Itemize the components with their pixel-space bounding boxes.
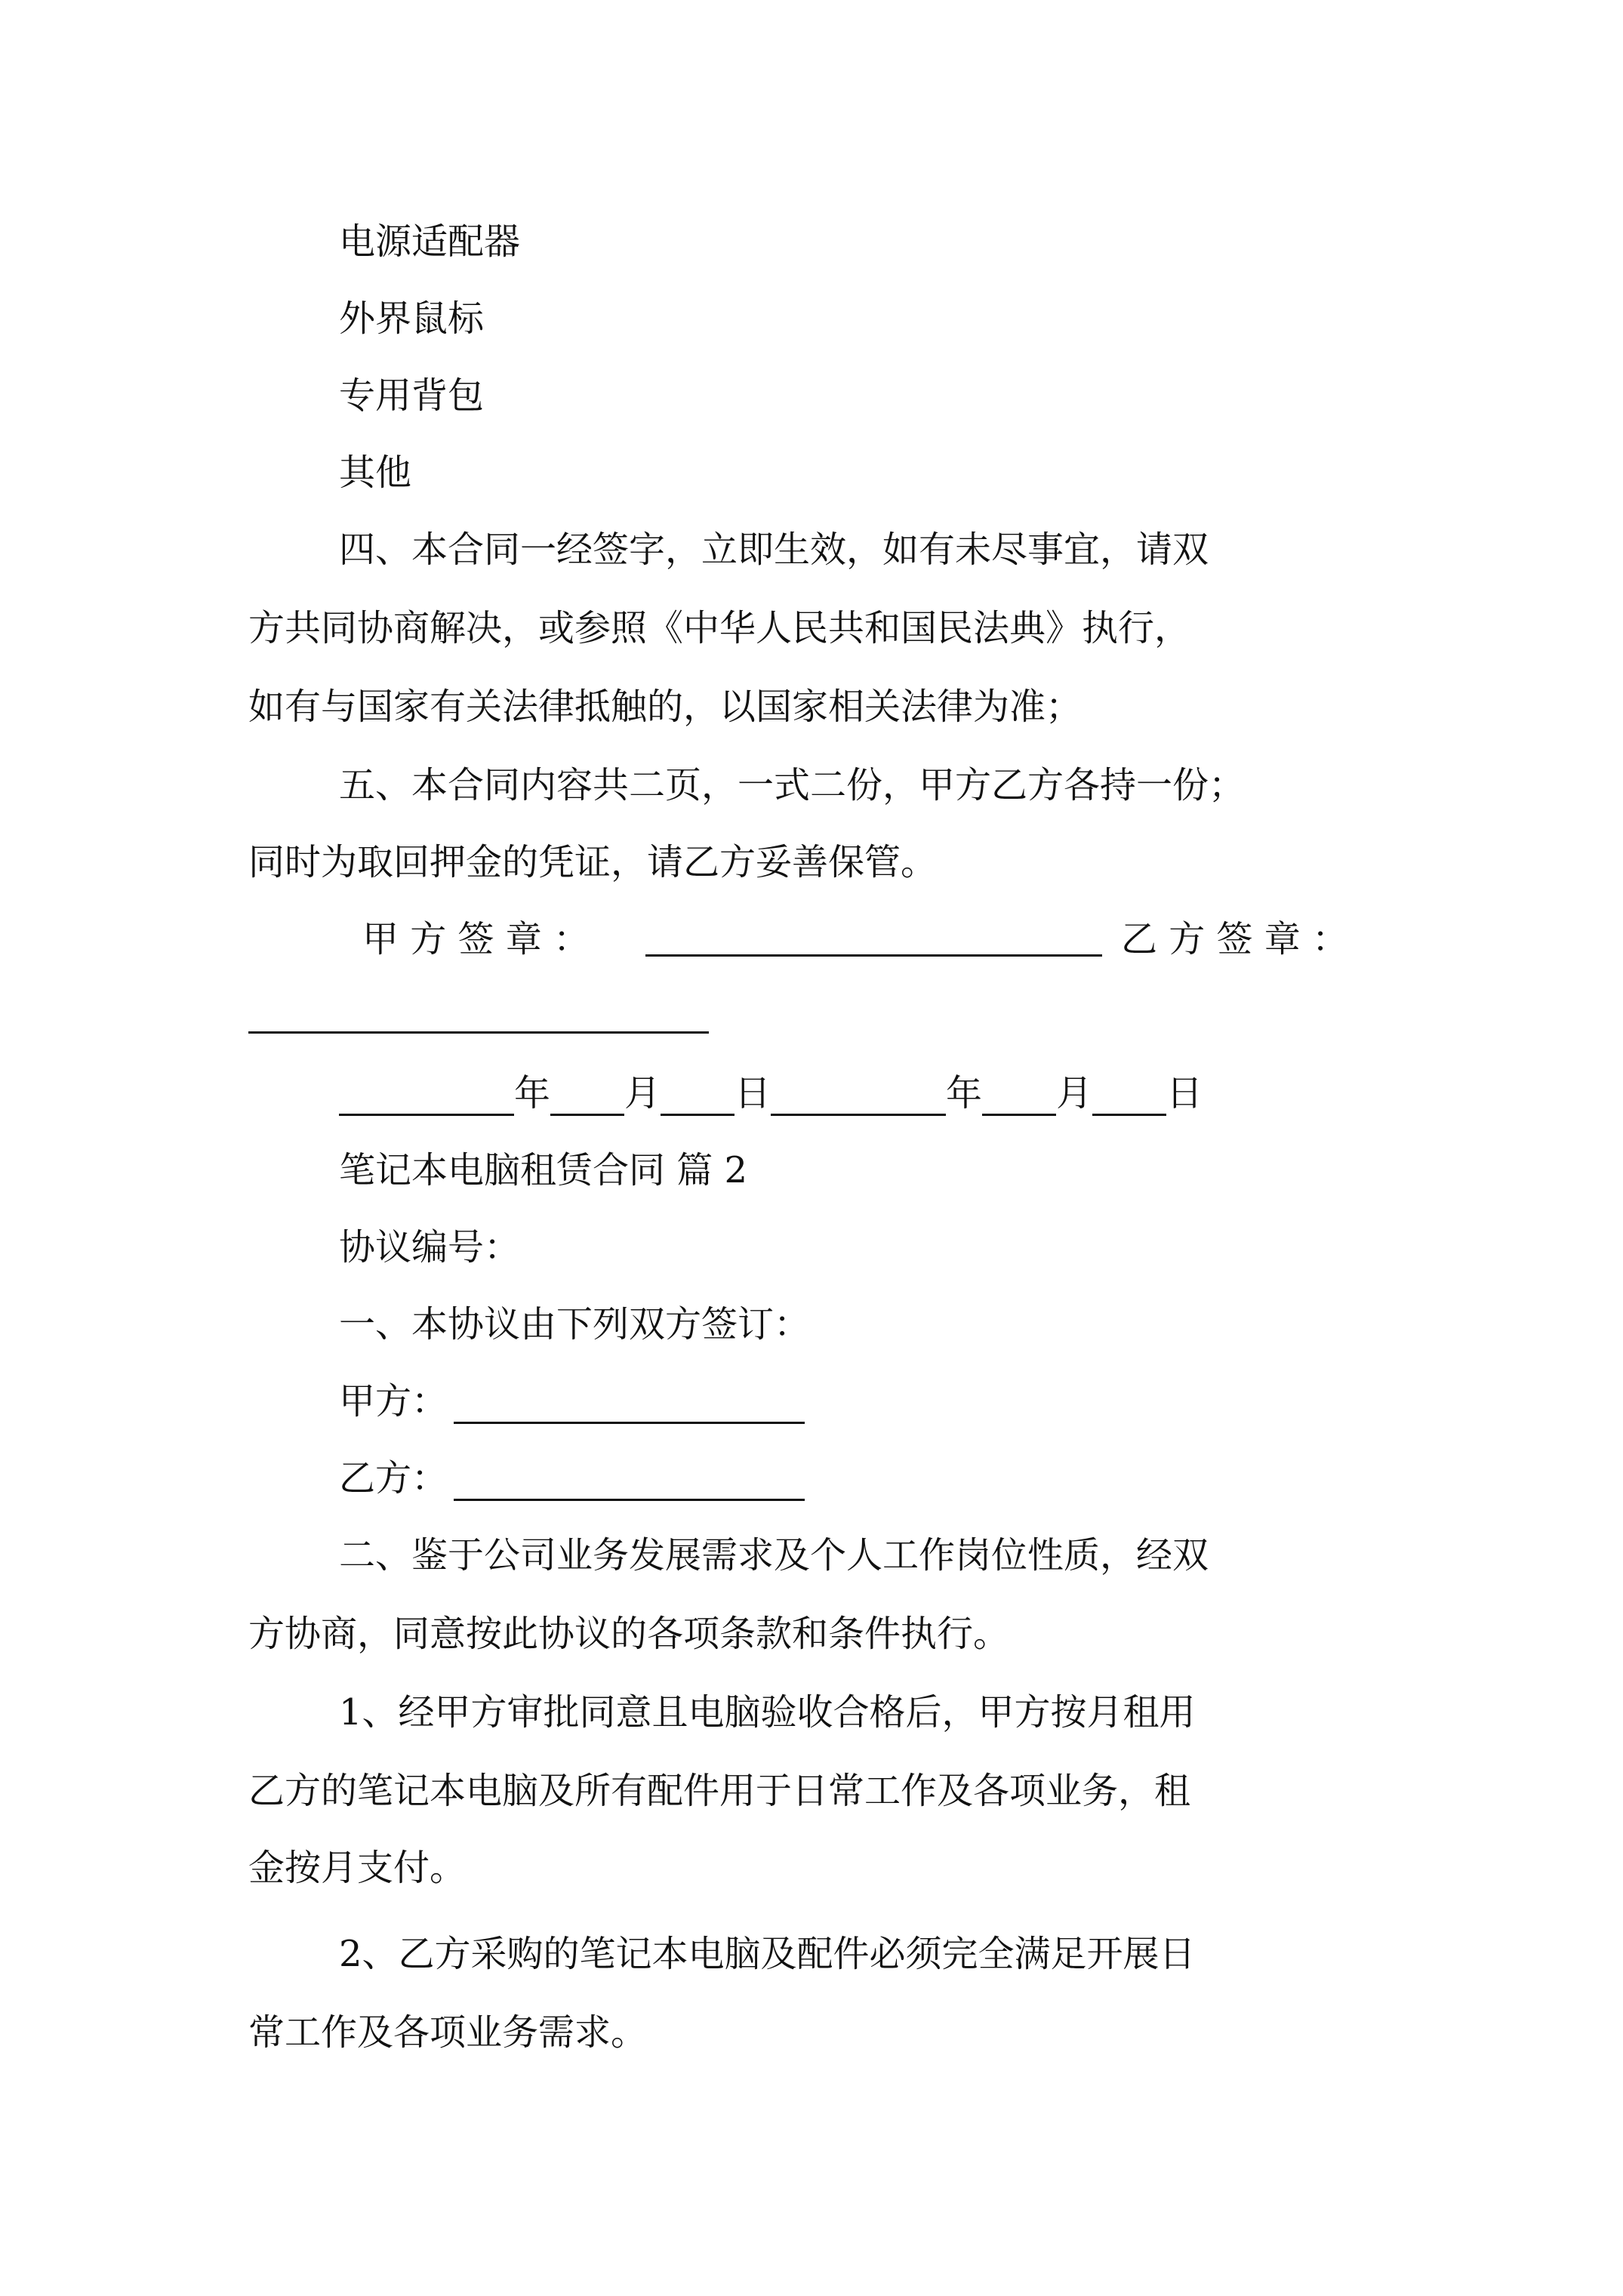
date-line [339, 1071, 1203, 1116]
clause-1: 一、本协议由下列双方签订： [339, 1303, 811, 1345]
clause-4-line: 如有与国家有关法律抵触的，以国家相关法律为准； [248, 686, 1083, 728]
year-label: 年 [946, 1072, 983, 1114]
item-2-line: 常工作及各项业务需求。 [248, 2011, 648, 2054]
month-label: 月 [624, 1072, 661, 1114]
day-label: 日 [735, 1072, 771, 1114]
item-2-line: 2、乙方采购的笔记本电脑及配件必须完全满足开展日 [339, 1933, 1196, 1975]
month-label: 月 [1056, 1072, 1093, 1114]
blank-line [550, 1079, 624, 1116]
accessory-item: 外界鼠标 [339, 297, 485, 340]
party-a-field [339, 1379, 805, 1424]
blank-line [771, 1079, 946, 1116]
clause-5-line: 五、本合同内容共二页，一式二份，甲方乙方各持一份； [339, 764, 1246, 806]
party-a-signature-label: 甲 方 签 章 ： [362, 918, 590, 960]
clause-4-line: 四、本合同一经签字，立即生效，如有未尽事宜，请双 [339, 529, 1209, 571]
clause-2-line: 方协商，同意按此协议的各项条款和条件执行。 [248, 1613, 1010, 1655]
accessory-item: 专用背包 [339, 374, 485, 417]
party-a-blank [454, 1387, 805, 1424]
party-a-label: 甲方： [339, 1380, 448, 1422]
party-b-field [339, 1456, 805, 1501]
clause-2-line: 二、鉴于公司业务发展需求及个人工作岗位性质，经双 [339, 1534, 1209, 1576]
blank-line [982, 1079, 1056, 1116]
accessory-item: 其他 [339, 451, 412, 494]
blank-line [1092, 1079, 1166, 1116]
agreement-number-label: 协议编号： [339, 1226, 521, 1268]
party-a-signature-line [645, 954, 1102, 957]
item-1-line: 1、经甲方审批同意且电脑验收合格后，甲方按月租用 [339, 1691, 1196, 1734]
day-label: 日 [1166, 1072, 1203, 1114]
party-b-signature-line [248, 1031, 709, 1034]
accessory-item: 电源适配器 [339, 220, 521, 263]
clause-5-line: 同时为取回押金的凭证，请乙方妥善保管。 [248, 841, 938, 883]
item-1-line: 金按月支付。 [248, 1847, 467, 1889]
blank-line [339, 1079, 514, 1116]
party-b-label: 乙方： [339, 1457, 448, 1499]
clause-4-line: 方共同协商解决，或参照《中华人民共和国民法典》执行， [248, 607, 1191, 649]
party-b-signature-label: 乙 方 签 章 ： [1121, 918, 1349, 960]
item-1-line: 乙方的笔记本电脑及所有配件用于日常工作及各项业务，租 [248, 1770, 1191, 1812]
blank-line [661, 1079, 735, 1116]
section-title: 笔记本电脑租赁合同 篇 2 [339, 1149, 748, 1191]
year-label: 年 [514, 1072, 551, 1114]
party-b-blank [454, 1464, 805, 1501]
